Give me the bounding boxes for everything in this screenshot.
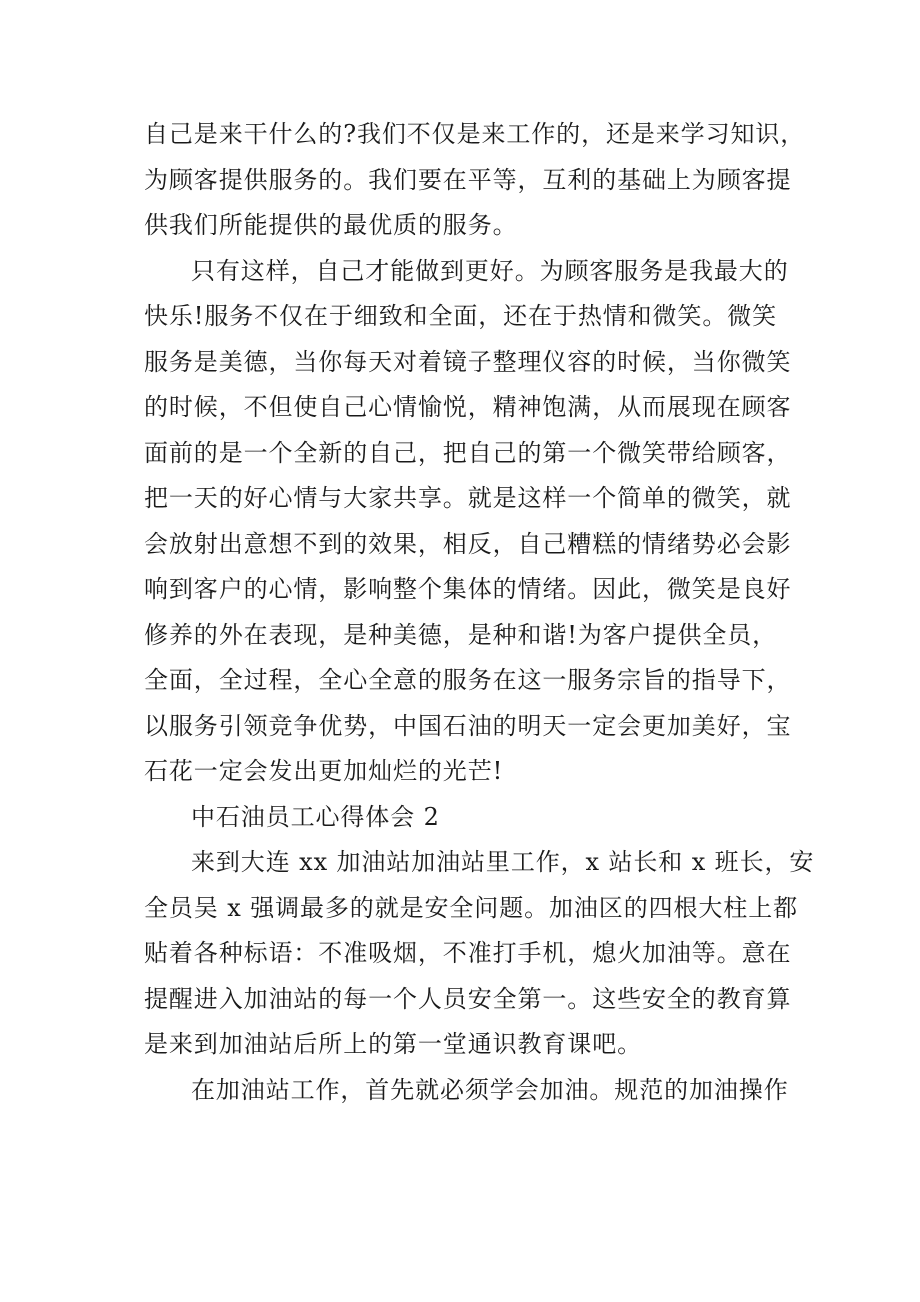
text-line: 全面，全过程，全心全意的服务在这一服务宗旨的指导下， — [144, 666, 792, 694]
text-line: 把一天的好心情与大家共享。就是这样一个简单的微笑，就 — [144, 484, 792, 512]
text-line: 自己是来干什么的?我们不仅是来工作的，还是来学习知识， — [144, 120, 806, 148]
text-line: 会放射出意想不到的效果，相反，自己糟糕的情绪势必会影 — [144, 529, 792, 558]
text-line: 提醒进入加油站的每一个人员安全第一。这些安全的教育算 — [144, 984, 792, 1013]
paragraph-first-line: 只有这样，自己才能做到更好。为顾客服务是我最大的 — [191, 256, 789, 285]
text-line: 贴着各种标语：不准吸烟，不准打手机，熄火加油等。意在 — [144, 939, 792, 967]
text-line: 修养的外在表现，是种美德，是种和谐!为客户提供全员， — [144, 620, 778, 649]
paragraph-first-line: 来到大连 xx 加油站加油站里工作，x 站长和 x 班长，安 — [191, 848, 815, 876]
paragraph-first-line: 在加油站工作，首先就必须学会加油。规范的加油操作 — [191, 1075, 789, 1104]
text-line: 的时候，不但使自己心情愉悦，精神饱满，从而展现在顾客 — [144, 393, 792, 421]
text-line: 是来到加油站后所上的第一堂通识教育课吧。 — [144, 1030, 642, 1058]
section-heading: 中石油员工心得体会 2 — [191, 802, 440, 831]
text-line: 以服务引领竞争优势，中国石油的明天一定会更加美好，宝 — [144, 711, 792, 740]
text-line: 服务是美德，当你每天对着镜子整理仪容的时候，当你微笑 — [144, 347, 792, 376]
text-line: 面前的是一个全新的自己，把自己的第一个微笑带给顾客， — [144, 438, 792, 467]
text-line: 快乐!服务不仅在于细致和全面，还在于热情和微笑。微笑 — [144, 302, 778, 330]
text-line: 全员吴 x 强调最多的就是安全问题。加油区的四根大柱上都 — [144, 893, 798, 922]
text-line: 为顾客提供服务的。我们要在平等，互利的基础上为顾客提 — [144, 165, 792, 194]
text-line: 供我们所能提供的最优质的服务。 — [144, 211, 518, 239]
document-body — [144, 112, 815, 1113]
text-line: 石花一定会发出更加灿烂的光芒! — [144, 757, 504, 785]
text-line: 响到客户的心情，影响整个集体的情绪。因此，微笑是良好 — [144, 575, 792, 603]
